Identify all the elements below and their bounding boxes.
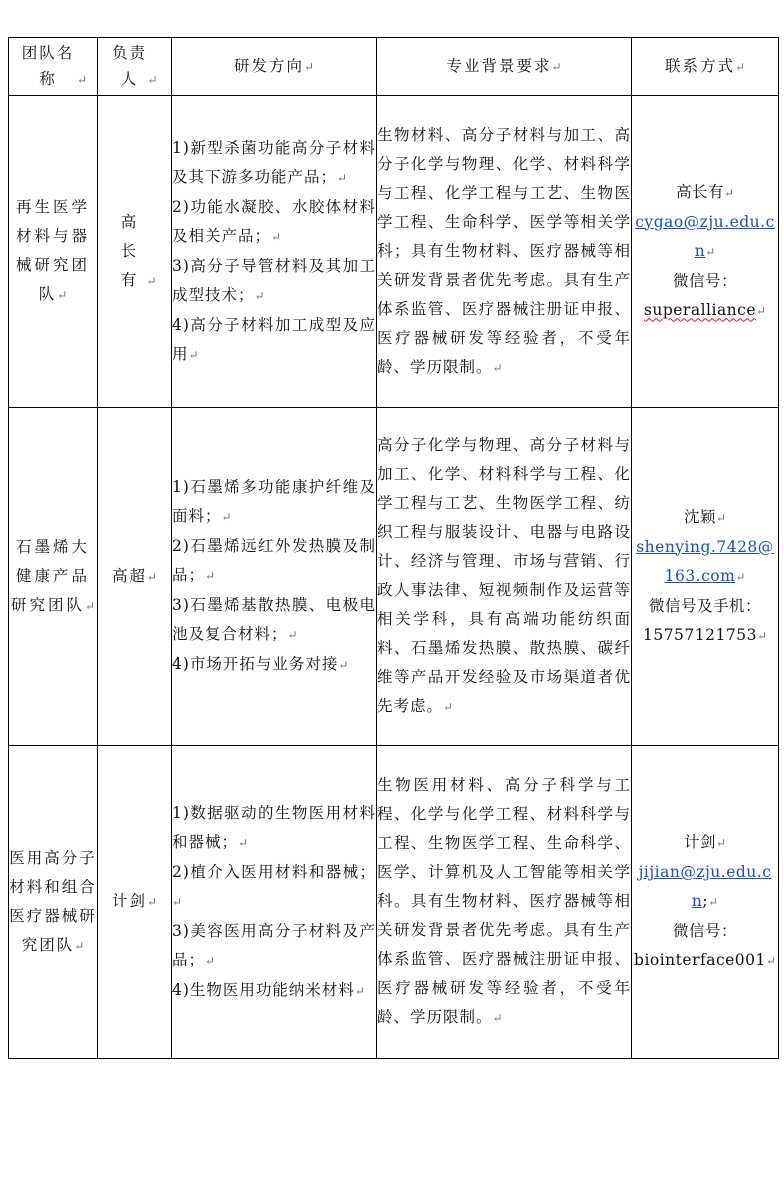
direction-text: 3)石墨烯基散热膜、电极电池及复合材料； — [172, 596, 376, 643]
requirement-text: 生物材料、高分子材料与加工、高分子化学与物理、化学、材料科学与工程、化学工程与工艺、生物医学工程、生命科学、医学等相关学科；具有生物材料、医疗器械等相关研发背景者优先考虑。具有生产体系监管、医疗器械注册证申报、医疗器械研发等经验者，不受年龄、学历限制。 — [377, 125, 631, 376]
lead-name: 高长有 — [120, 212, 139, 289]
contact-name: 高长有 — [675, 182, 724, 201]
header-requirement: 专业背景要求↵ — [377, 38, 632, 96]
direction-text: 3)美容医用高分子材料及产品； — [172, 921, 376, 969]
direction-text: 4)生物医用功能纳米材料 — [172, 980, 355, 999]
direction-text: 1)数据驱动的生物医用材料和器械； — [172, 803, 376, 851]
contact-label: 微信号及手机： — [648, 596, 761, 615]
header-team-label: 团队名称 — [21, 44, 75, 88]
direction-item: 2)植介入医用材料和器械；↵ — [172, 862, 376, 909]
header-contact: 联系方式↵ — [632, 38, 779, 96]
lead-name: 高超 — [111, 566, 147, 585]
lead-cell: 高长有 ↵ — [98, 96, 172, 408]
direction-text: 1)石墨烯多功能康护纤维及面料； — [172, 478, 376, 525]
direction-text: 4)市场开拓与业务对接 — [172, 655, 339, 673]
direction-item: 4)生物医用功能纳米材料↵ — [172, 980, 365, 999]
direction-text: 2)石墨烯远红外发热膜及制品； — [172, 537, 376, 584]
contact-email-suffix: ; — [702, 892, 709, 910]
direction-item: 1)石墨烯多功能康护纤维及面料；↵ — [172, 478, 376, 525]
team-name: 石墨烯大健康产品研究团队 — [10, 537, 90, 614]
header-direction: 研发方向↵ — [172, 38, 377, 96]
requirement-text: 生物医用材料、高分子科学与工程、化学与化学工程、材料科学与工程、生物医学工程、生命科学、医学、计算机及人工智能等相关学科。具有生物材料、医疗器械等相关研发背景者优先考虑。具有生产体系监管、医疗器械注册证申报、医疗器械研发等经验者，不受年龄、学历限制。 — [377, 776, 631, 1026]
direction-cell — [172, 96, 377, 408]
direction-text: 2)植介入医用材料和器械； — [172, 862, 376, 881]
requirement-cell: 高分子化学与物理、高分子材料与加工、化学、材料科学与工程、化学工程与工艺、生物医学工程、纺织工程与服装设计、电器与电路设计、经济与管理、市场与营销、行政人事法律、短视频制作及运营等相关学科，具有高端功能纺织面料、石墨烯发热膜、散热膜、碳纤维等产品开发经验及市场渠道者优先考虑。↵ — [377, 408, 632, 746]
lead-name: 计剑 — [111, 892, 147, 910]
direction-text: 3)高分子导管材料及其加工成型技术； — [172, 256, 376, 304]
header-team: 团队名称 ↵ — [9, 38, 98, 96]
requirement-cell: 生物材料、高分子材料与加工、高分子化学与物理、化学、材料科学与工程、化学工程与工艺、生物医学工程、生命科学、医学等相关学科；具有生物材料、医疗器械等相关研发背景者优先考虑。具有生产体系监管、医疗器械注册证申报、医疗器械研发等经验者，不受年龄、学历限制。↵ — [377, 96, 632, 408]
lead-cell: 计剑↵ — [98, 746, 172, 1059]
direction-item: 1)数据驱动的生物医用材料和器械；↵ — [172, 803, 376, 851]
direction-item: 2)石墨烯远红外发热膜及制品；↵ — [172, 537, 376, 584]
team-table — [8, 37, 779, 1059]
direction-item: 1)新型杀菌功能高分子材料及其下游多功能产品；↵ — [172, 138, 376, 186]
contact-name: 沈颖 — [683, 507, 716, 526]
header-row — [9, 38, 779, 96]
team-name-cell: 石墨烯大健康产品研究团队↵ — [9, 408, 98, 746]
direction-item: 3)美容医用高分子材料及产品；↵ — [172, 921, 376, 969]
requirement-text: 高分子化学与物理、高分子材料与加工、化学、材料科学与工程、化学工程与工艺、生物医学工程、纺织工程与服装设计、电器与电路设计、经济与管理、市场与营销、行政人事法律、短视频制作及运营等相关学科，具有高端功能纺织面料、石墨烯发热膜、散热膜、碳纤维等产品开发经验及市场渠道者优先考虑。 — [377, 436, 631, 715]
direction-text: 1)新型杀菌功能高分子材料及其下游多功能产品； — [172, 138, 376, 186]
contact-email-link[interactable]: cygao@zju.edu.cn — [635, 212, 775, 260]
team-name-cell: 医用高分子材料和组合医疗器械研究团队↵ — [9, 746, 98, 1059]
contact-label: 微信号： — [672, 271, 737, 290]
team-name: 医用高分子材料和组合医疗器械研究团队 — [9, 848, 97, 954]
contact-name: 计剑 — [683, 833, 716, 851]
direction-cell — [172, 408, 377, 746]
direction-cell — [172, 746, 377, 1059]
contact-email-link[interactable]: shenying.7428@163.com — [636, 537, 774, 585]
contact-cell: 高长有↵ cygao@zju.edu.cn↵ 微信号： superalliance↵ — [632, 96, 779, 408]
contact-cell: 计剑↵ jijian@zju.edu.cn;↵ 微信号： biointerface001↵ — [632, 746, 779, 1059]
header-requirement-label: 专业背景要求 — [446, 57, 552, 75]
header-direction-label: 研发方向 — [233, 57, 304, 75]
direction-item: 4)市场开拓与业务对接↵ — [172, 655, 349, 673]
header-contact-label: 联系方式 — [664, 57, 735, 75]
direction-item: 3)高分子导管材料及其加工成型技术；↵ — [172, 256, 376, 304]
direction-item: 2)功能水凝胶、水胶体材料及相关产品；↵ — [172, 197, 376, 245]
team-name-cell: 再生医学材料与器械研究团队↵ — [9, 96, 98, 408]
direction-item: 3)石墨烯基散热膜、电极电池及复合材料；↵ — [172, 596, 376, 643]
direction-text: 2)功能水凝胶、水胶体材料及相关产品； — [172, 197, 376, 245]
contact-label: 微信号： — [672, 922, 737, 940]
header-lead: 负责人 ↵ — [98, 38, 172, 96]
contact-email-link[interactable]: jijian@zju.edu.cn — [638, 863, 772, 910]
direction-text: 4)高分子材料加工成型及应用 — [172, 315, 376, 363]
contact-id: superalliance — [643, 300, 757, 319]
requirement-cell: 生物医用材料、高分子科学与工程、化学与化学工程、材料科学与工程、生物医学工程、生命科学、医学、计算机及人工智能等相关学科。具有生物材料、医疗器械等相关研发背景者优先考虑。具有生产体系监管、医疗器械注册证申报、医疗器械研发等经验者，不受年龄、学历限制。↵ — [377, 746, 632, 1059]
contact-id: 15757121753 — [642, 625, 757, 644]
table-row — [9, 408, 779, 746]
header-lead-label: 负责人 — [111, 44, 147, 88]
table-row — [9, 746, 779, 1059]
table-row — [9, 96, 779, 408]
contact-cell: 沈颖↵ shenying.7428@163.com↵ 微信号及手机： 15757121753↵ — [632, 408, 779, 746]
contact-id: biointerface001 — [634, 951, 766, 969]
lead-cell: 高超↵ — [98, 408, 172, 746]
team-name: 再生医学材料与器械研究团队 — [15, 198, 90, 303]
direction-item: 4)高分子材料加工成型及应用↵ — [172, 315, 376, 363]
